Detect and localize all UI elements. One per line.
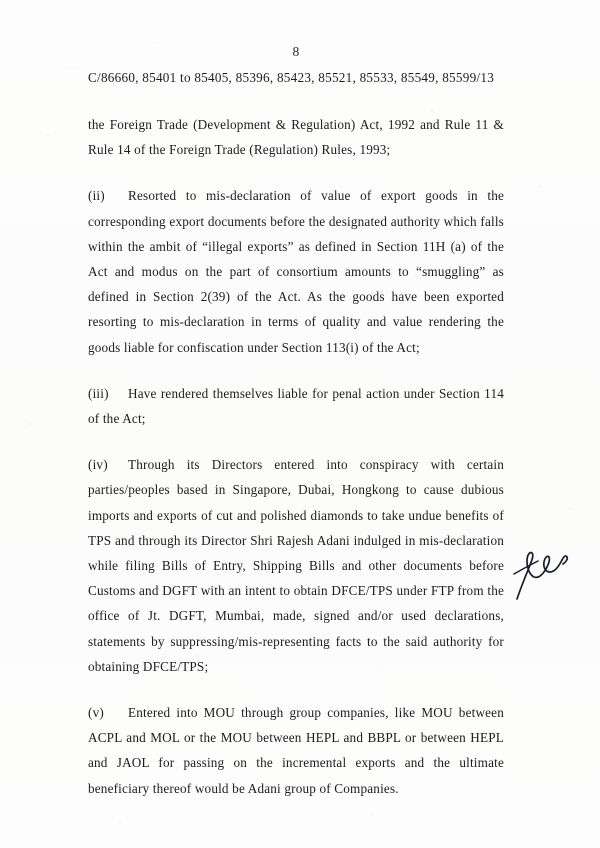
paragraph-item-v [88, 700, 504, 801]
paragraph-marker: (v) [88, 705, 104, 721]
paragraph-text: Entered into MOU through group companies, like MOU between ACPL and MOL or the MOU between HEPL and BBPL or between HEPL and JAOL for passing on the incremental exports and the ultimate beneficiary thereof would be Adani group of Companies. [88, 705, 504, 796]
case-number-header: C/86660, 85401 to 85405, 85396, 85423, 85521, 85533, 85549, 85599/13 [88, 70, 495, 85]
paragraph-continuation [88, 112, 504, 162]
paragraph-item-ii [88, 183, 504, 359]
page-number: 8 [292, 44, 300, 59]
paragraph-text: Have rendered themselves liable for penal action under Section 114 of the Act; [88, 385, 504, 427]
document-body [88, 112, 504, 822]
paragraph-item-iv [88, 452, 504, 679]
handwritten-signature-mark [513, 543, 571, 605]
paragraph-item-iii [88, 381, 504, 431]
paragraph-marker: (iii) [88, 385, 109, 401]
paragraph-text: Resorted to mis-declaration of value of export goods in the corresponding export documents before the designated authority which falls within the ambit of “illegal exports” as defined in Section 11H (a) of the Act and modus on the part of consortium amounts to “smuggling” as defined in Section 2(39) of the Act. As the goods have been exported resorting to mis-declaration in terms of quality and value rendering the goods liable for confiscation under Section 113(i) of the Act; [88, 188, 504, 355]
paragraph-marker: (iv) [88, 457, 108, 473]
paragraph-text: the Foreign Trade (Development & Regulation) Act, 1992 and Rule 11 & Rule 14 of the Foreign Trade (Regulation) Rules, 1993; [88, 117, 504, 158]
paragraph-marker: (ii) [88, 188, 105, 204]
page-content [88, 0, 504, 848]
paragraph-text: Through its Directors entered into conspiracy with certain parties/peoples based in Singapore, Dubai, Hongkong to cause dubious imports and exports of cut and polished diamonds to take undue benefits of TPS and through its Director Shri Rajesh Adani indulged in mis-declaration while filing Bills of Entry, Shipping Bills and other documents before Customs and DGFT with an intent to obtain DFCE/TPS under FTP from the office of Jt. DGFT, Mumbai, made, signed and/or used declarations, statements by suppressing/mis-representing facts to the said authority for obtaining DFCE/TPS; [88, 457, 504, 674]
